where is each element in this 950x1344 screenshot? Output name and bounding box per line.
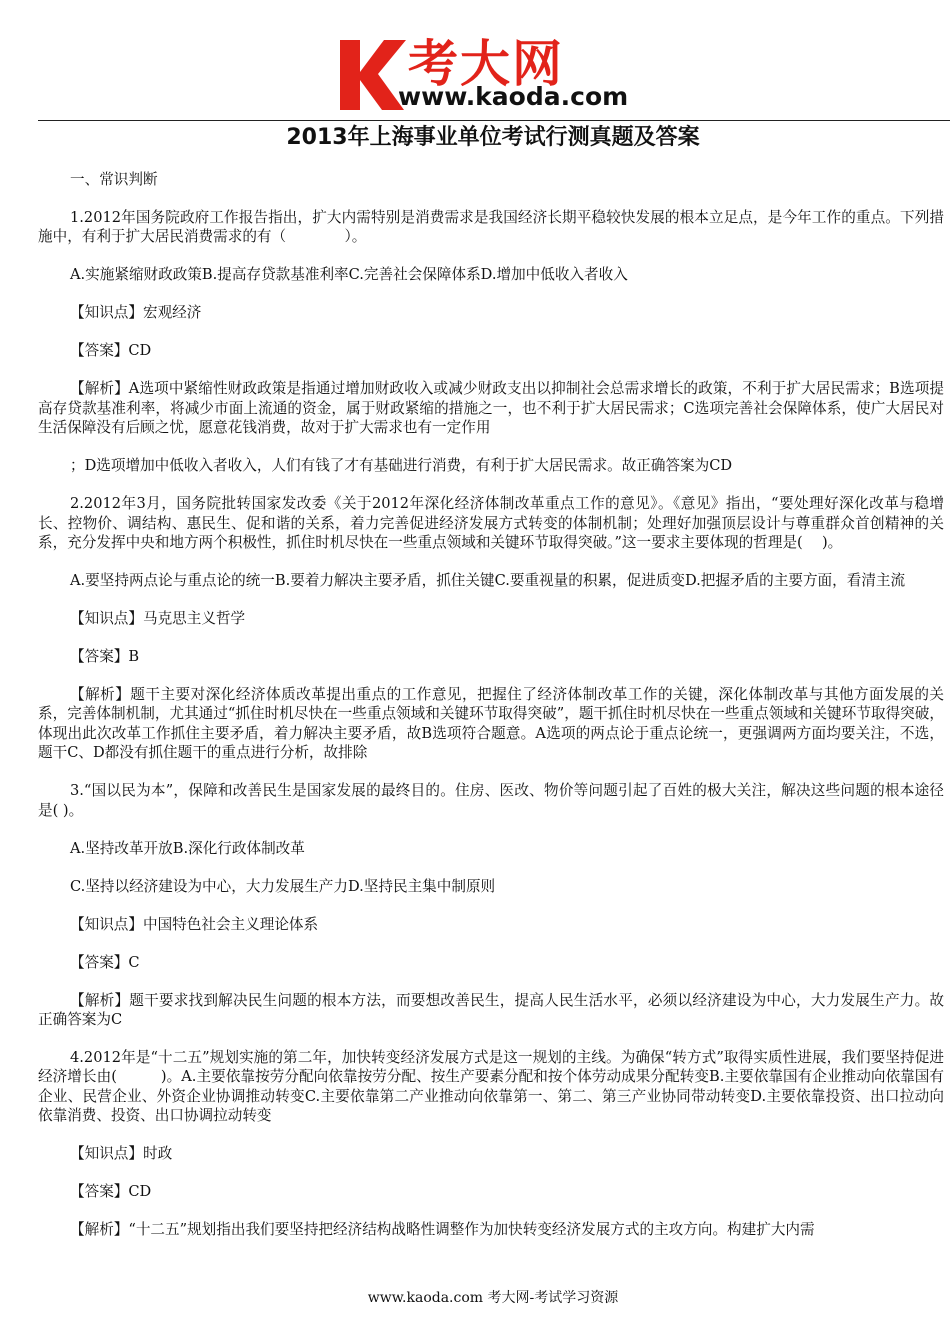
question-2-answer: 【答案】B [70, 648, 140, 666]
question-4-answer: 【答案】CD [70, 1183, 152, 1201]
question-3-options-ab: A.坚持改革开放B.深化行政体制改革 [70, 839, 305, 857]
question-3-knowledge-point: 【知识点】中国特色社会主义理论体系 [70, 915, 319, 933]
question-1-analysis: 【解析】A选项中紧缩性财政政策是指通过增加财政收入或减少财政支出以抑制社会总需求增长的政策，不利于扩大居民需求；B选项提高存贷款基准利率，将减少市面上流通的资金，属于财政紧缩的措施之一，也不利于扩大居民需求；C选项完善社会保障体系，使广大居民对生活保障没有后顾之忧，愿意花钱消费，故对于扩大需求也有一定作用 [38, 380, 944, 437]
question-1-answer: 【答案】CD [70, 342, 152, 360]
question-1-knowledge-point: 【知识点】宏观经济 [70, 304, 202, 322]
question-3: 3.“国以民为本”，保障和改善民生是国家发展的最终目的。住房、医改、物价等问题引起了百姓的极大关注，解决这些问题的根本途径是( )。 [38, 782, 944, 819]
question-1-options: A.实施紧缩财政政策B.提高存贷款基准利率C.完善社会保障体系D.增加中低收入者收入 [70, 266, 628, 284]
kaoda-logo[interactable] [338, 28, 658, 112]
question-3-answer: 【答案】C [70, 953, 140, 971]
question-1-analysis-continued: ；D选项增加中低收入者收入，人们有钱了才有基础进行消费，有利于扩大居民需求。故正确答案为CD [70, 457, 733, 475]
header-divider [38, 120, 950, 121]
k-logo-icon [338, 36, 406, 112]
logo-chinese-text: 考大网 [408, 35, 564, 93]
question-2-options: A.要坚持两点论与重点论的统一B.要着力解决主要矛盾，抓住关键C.要重视量的积累，促进质变D.把握矛盾的主要方面，看清主流 [70, 572, 906, 590]
question-2-analysis: 【解析】题干主要对深化经济体质改革提出重点的工作意见，把握住了经济体制改革工作的关键，深化体制改革与其他方面发展的关系，完善体制机制，尤其通过“抓住时机尽快在一些重点领域和关键环节取得突破”，题干抓住时机尽快在一些重点领域和关键环节取得突破，体现出此次改革工作抓住主要矛盾，着力解决主要矛盾，故B选项符合题意。A选项的两点论于重点论统一，更强调两方面均要关注，不选，题干C、D都没有抓住题干的重点进行分析，故排除 [38, 686, 944, 762]
question-3-options-cd: C.坚持以经济建设为中心，大力发展生产力D.坚持民主集中制原则 [70, 877, 496, 895]
question-4-knowledge-point: 【知识点】时政 [70, 1145, 173, 1163]
document-body [38, 170, 944, 1258]
logo-url-text: www.kaoda.com [398, 82, 629, 111]
question-2-knowledge-point: 【知识点】马克思主义哲学 [70, 610, 246, 628]
page-title: 2013年上海事业单位考试行测真题及答案 [286, 125, 700, 150]
question-4-analysis: 【解析】“十二五”规划指出我们要坚持把经济结构战略性调整作为加快转变经济发展方式的主攻方向。构建扩大内需 [70, 1221, 815, 1239]
page-footer[interactable]: www.kaoda.com 考大网-考试学习资源 [367, 1290, 619, 1306]
section-heading: 一、常识判断 [70, 171, 158, 188]
question-1: 1.2012年国务院政府工作报告指出，扩大内需特别是消费需求是我国经济长期平稳较快发展的根本立足点，是今年工作的重点。下列措施中，有利于扩大居民消费需求的有（ ）。 [38, 209, 944, 246]
question-2: 2.2012年3月，国务院批转国家发改委《关于2012年深化经济体制改革重点工作的意见》。《意见》指出，“要处理好深化改革与稳增长、控物价、调结构、惠民生、促和谐的关系，着力完善促进经济发展方式转变的体制机制；处理好加强顶层设计与尊重群众首创精神的关系，充分发挥中央和地方两个积极性，抓住时机尽快在一些重点领域和关键环节取得突破。”这一要求主要体现的哲理是( )。 [38, 495, 944, 552]
question-3-analysis: 【解析】题干要求找到解决民生问题的根本方法，而要想改善民生，提高人民生活水平，必须以经济建设为中心，大力发展生产力。故正确答案为C [38, 991, 944, 1029]
question-4: 4.2012年是“十二五”规划实施的第二年，加快转变经济发展方式是这一规划的主线。为确保“转方式”取得实质性进展，我们要坚持促进经济增长由( )。A.主要依靠按劳分配向依靠按劳分配、按生产要素分配和按个体劳动成果分配转变B.主要依靠国有企业推动向依靠国有企业、民营企业、外资企业协调推动转变C.主要依靠第二产业推动向依靠第一、第二、第三产业协同带动转变D.主要依靠投资、出口拉动向依靠消费、投资、出口协调拉动转变 [38, 1049, 944, 1125]
